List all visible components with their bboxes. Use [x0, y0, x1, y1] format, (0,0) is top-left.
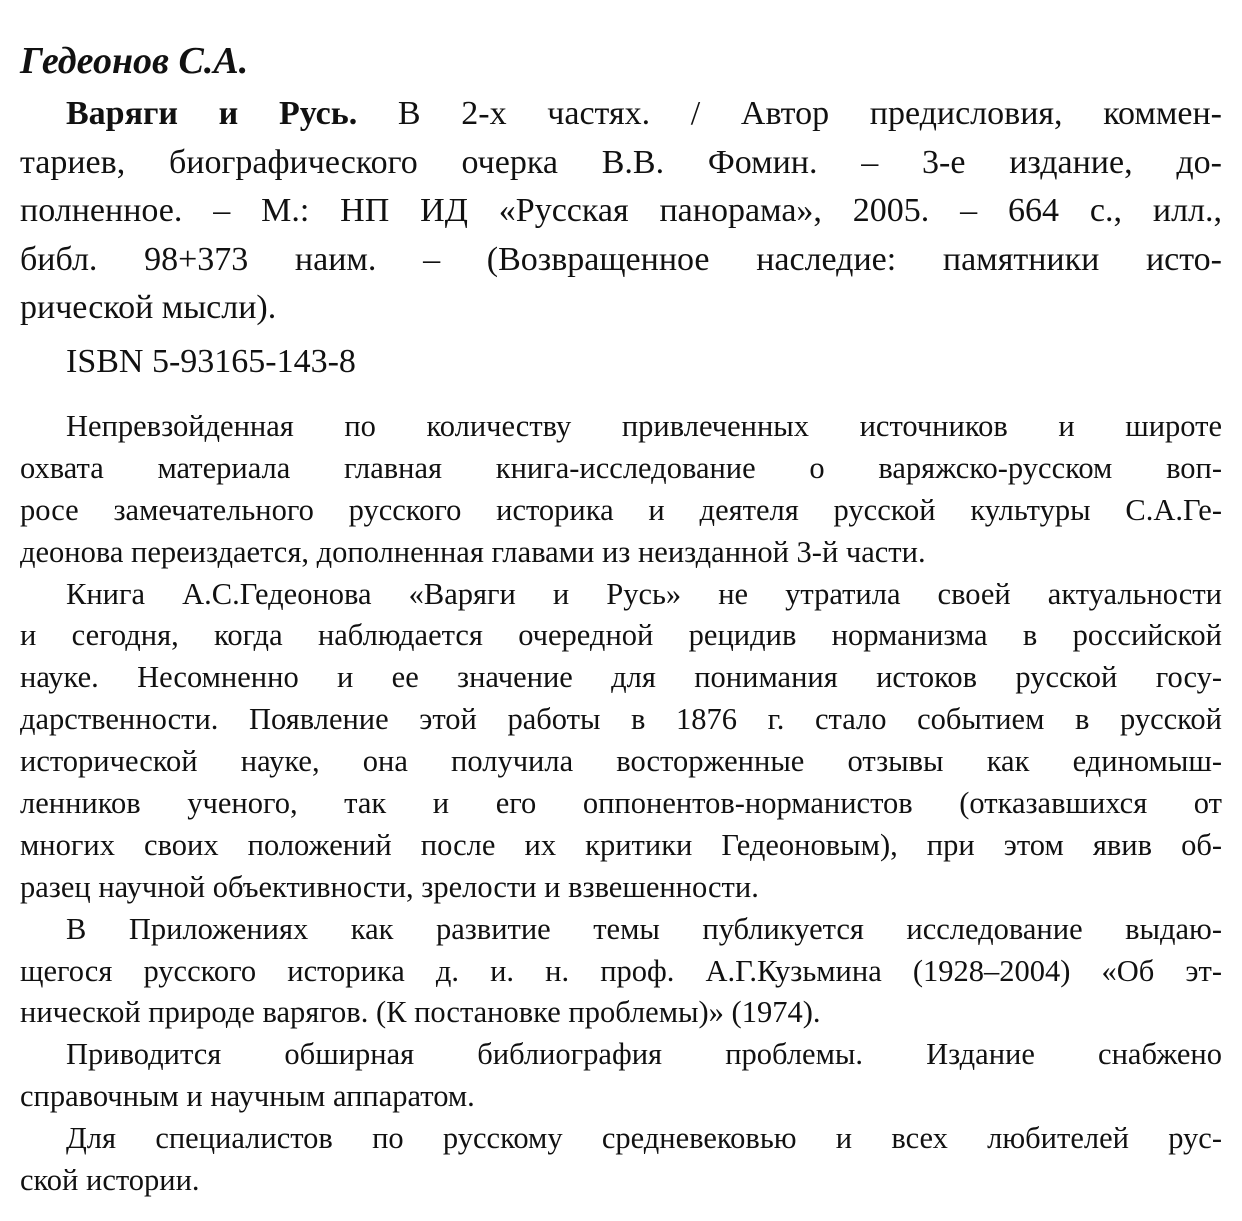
bibliographic-line: полненное. – М.: НП ИД «Русская панорама», 2005. – 664 с., илл., [20, 192, 1222, 229]
annotation-paragraph [20, 909, 1222, 1035]
annotation-line: Непревзойденная по количеству привлеченных источников и широте [66, 409, 1222, 443]
annotation-line: дарственности. Появление этой работы в 1876 г. стало событием в русской [20, 702, 1222, 737]
annotation-line: разец научной объективности, зрелости и взвешенности. [20, 869, 759, 904]
annotation-line: щегося русского историка д. и. н. проф. А.Г.Кузьмина (1928–2004) «Об эт- [20, 953, 1222, 988]
annotation-line: Для специалистов по русскому средневековью и всех любителей рус- [66, 1121, 1222, 1156]
bibliographic-line [20, 90, 1222, 139]
annotation-line: В Приложениях как развитие темы публикуется исследование выдаю- [66, 911, 1222, 946]
annotation-paragraph [20, 1118, 1222, 1202]
annotation-line: росе замечательного русского историка и деятеля русской культуры С.А.Ге- [20, 492, 1222, 527]
annotation-line: справочным и научным аппаратом. [20, 1079, 475, 1114]
annotation-line: ленников ученого, так и его оппонентов-норманистов (отказавшихся от [20, 786, 1222, 821]
annotation-paragraph [20, 574, 1222, 909]
bibliographic-line: рической мысли). [20, 289, 277, 326]
annotation-line: Приводится обширная библиография проблемы. Издание снабжено [66, 1037, 1222, 1072]
annotation-line: многих своих положений после их критики Гедеоновым), при этом явив об- [20, 827, 1222, 862]
annotation-line: Книга А.С.Гедеонова «Варяги и Русь» не утратила своей актуальности [66, 576, 1222, 611]
book-title: Варяги и Русь. [66, 95, 358, 132]
annotation-line: и сегодня, когда наблюдается очередной рецидив норманизма в российской [20, 618, 1222, 653]
annotation-line: деонова переиздается, дополненная главами из неизданной 3-й части. [20, 534, 926, 569]
bibliographic-entry [20, 90, 1222, 333]
annotation-paragraph [20, 406, 1222, 574]
annotation-line: нической природе варягов. (К постановке проблемы)» (1974). [20, 995, 821, 1030]
annotation-paragraph [20, 1034, 1222, 1118]
book-author: Гедеонов С.А. [20, 40, 249, 82]
annotation [20, 406, 1222, 1202]
annotation-line: охвата материала главная книга-исследование о варяжско-русском воп- [20, 450, 1222, 485]
bibliographic-line-text: В 2-х частях. / Автор предисловия, коммен- [357, 95, 1222, 132]
annotation-line: ской истории. [20, 1163, 200, 1198]
annotation-line: науке. Несомненно и ее значение для понимания истоков русской госу- [20, 660, 1222, 695]
bibliographic-line: библ. 98+373 наим. – (Возвращенное наследие: памятники исто- [20, 240, 1222, 278]
isbn: ISBN 5-93165-143-8 [66, 343, 356, 380]
annotation-line: исторической науке, она получила восторженные отзывы как единомыш- [20, 744, 1222, 779]
bibliographic-line: тариев, биографического очерка В.В. Фомин. – 3-е издание, до- [20, 143, 1222, 181]
